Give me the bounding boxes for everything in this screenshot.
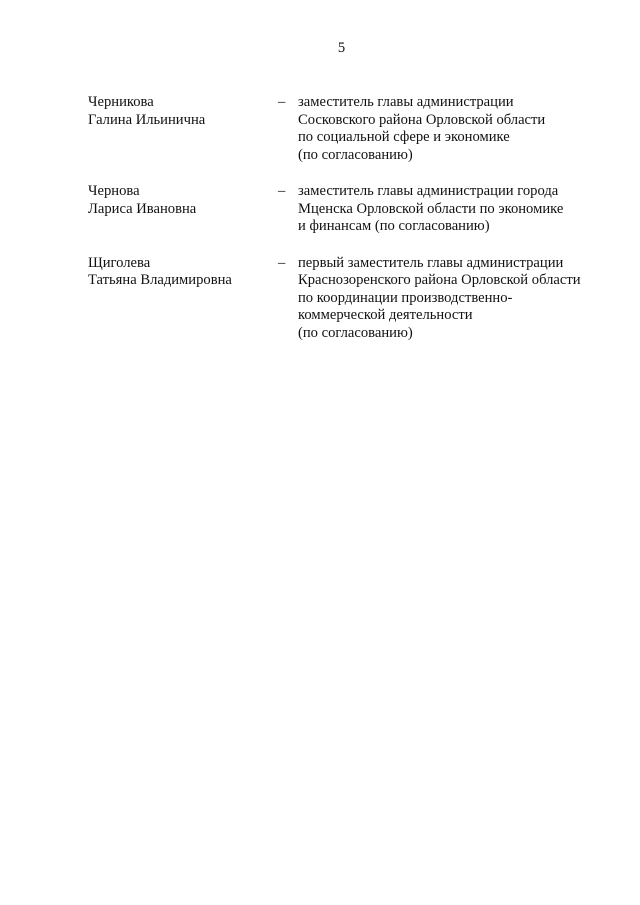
person-position — [298, 255, 608, 343]
person-given-names: Галина Ильинична — [88, 111, 206, 128]
person-given-names: Лариса Ивановна — [88, 200, 197, 217]
position-line: первый заместитель главы администрации — [298, 254, 564, 271]
position-line: (по согласованию) — [298, 324, 413, 341]
position-line: Мценска Орловской области по экономике — [298, 200, 564, 217]
dash-separator: – — [278, 94, 286, 110]
position-line: заместитель главы администрации города — [298, 183, 559, 199]
list-item — [88, 94, 608, 164]
list-item — [88, 255, 608, 343]
person-name — [88, 255, 278, 343]
person-surname: Чернова — [88, 183, 140, 199]
person-position — [298, 94, 608, 164]
person-name — [88, 94, 278, 164]
position-line: (по согласованию) — [298, 146, 413, 163]
dash-separator: – — [278, 183, 286, 199]
person-surname: Черникова — [88, 94, 154, 110]
position-line: заместитель главы администрации — [298, 94, 514, 110]
dash-separator: – — [278, 254, 286, 271]
position-line: по социальной сфере и экономике — [298, 129, 510, 145]
person-given-names: Татьяна Владимировна — [88, 272, 232, 288]
position-line: и финансам (по согласованию) — [298, 218, 490, 234]
position-line: Сосковского района Орловской области — [298, 111, 546, 128]
list-item — [88, 183, 608, 236]
position-line: коммерческой деятельности — [298, 307, 473, 323]
members-list — [88, 94, 608, 361]
position-line: Краснозоренского района Орловской области — [298, 272, 581, 288]
person-position — [298, 183, 608, 236]
page-number: 5 — [337, 40, 346, 56]
position-line: по координации производственно- — [298, 289, 513, 306]
person-surname: Щиголева — [88, 254, 151, 271]
person-name — [88, 183, 278, 236]
